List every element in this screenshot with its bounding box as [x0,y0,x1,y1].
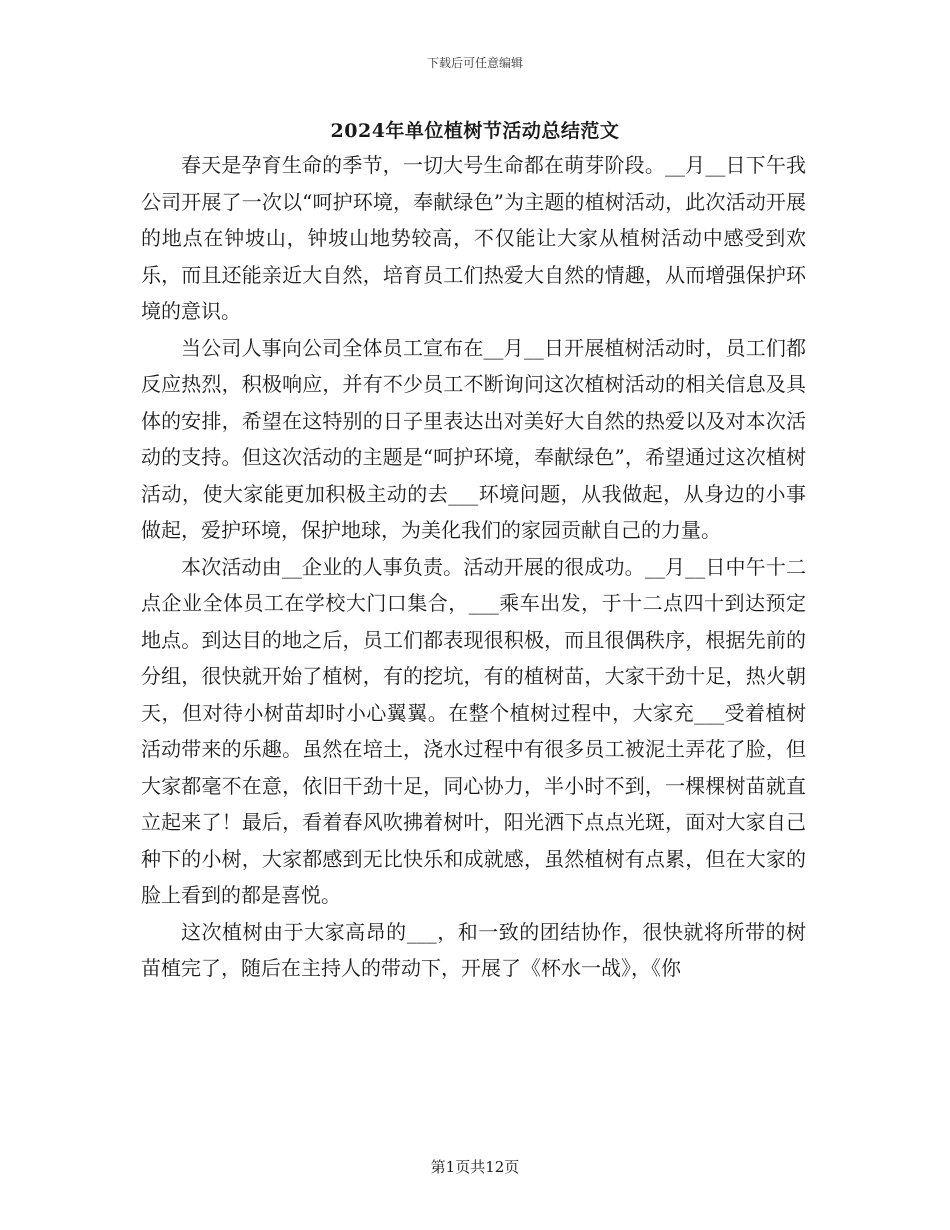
header-note: 下载后可任意编辑 [426,56,523,70]
document-body [141,147,806,987]
page-footer: 第1页共12页 [430,1158,520,1176]
paragraph-2: 当公司人事向公司全体员工宣布在__月__日开展植树活动时，员工们都反应热烈，积极响应，并有不少员工不断询问这次植树活动的相关信息及具体的安排，希望在这特别的日子里表达出对美好大自然的热爱以及对本次活动的支持。但这次活动的主题是“呵护环境，奉献绿色”，希望通过这次植树活动，使大家能更加积极主动的去___环境问题，从我做起，从身边的小事做起，爱护环境，保护地球，为美化我们的家园贡献自己的力量。 [141,335,806,542]
paragraph-3: 本次活动由__企业的人事负责。活动开展的很成功。__月__日中午十二点企业全体员工在学校大门口集合，___乘车出发，于十二点四十到达预定地点。到达目的地之后，员工们都表现很积极，而且很偶秩序，根据先前的分组，很快就开始了植树，有的挖坑，有的植树苗，大家干劲十足，热火朝天，但对待小树苗却时小心翼翼。在整个植树过程中，大家充___受着植树活动带来的乐趣。虽然在培土，浇水过程中有很多员工被泥土弄花了脸，但大家都毫不在意，依旧干劲十足，同心协力，半小时不到，一棵棵树苗就直立起来了！最后，看着春风吹拂着树叶，阳光洒下点点光斑，面对大家自己种下的小树，大家都感到无比快乐和成就感，虽然植树有点累，但在大家的脸上看到的都是喜悦。 [141,554,806,907]
document-title: 2024年单位植树节活动总结范文 [330,120,620,142]
paragraph-1: 春天是孕育生命的季节，一切大号生命都在萌芽阶段。__月__日下午我公司开展了一次以“呵护环境，奉献绿色”为主题的植树活动，此次活动开展的地点在钟坡山，钟坡山地势较高，不仅能让大家从植树活动中感受到欢乐，而且还能亲近大自然，培育员工们热爱大自然的情趣，从而增强保护环境的意识。 [141,153,806,323]
paragraph-4: 这次植树由于大家高昂的___，和一致的团结协作，很快就将所带的树苗植完了，随后在主持人的带动下，开展了《杯水一战》，《你 [141,919,806,980]
